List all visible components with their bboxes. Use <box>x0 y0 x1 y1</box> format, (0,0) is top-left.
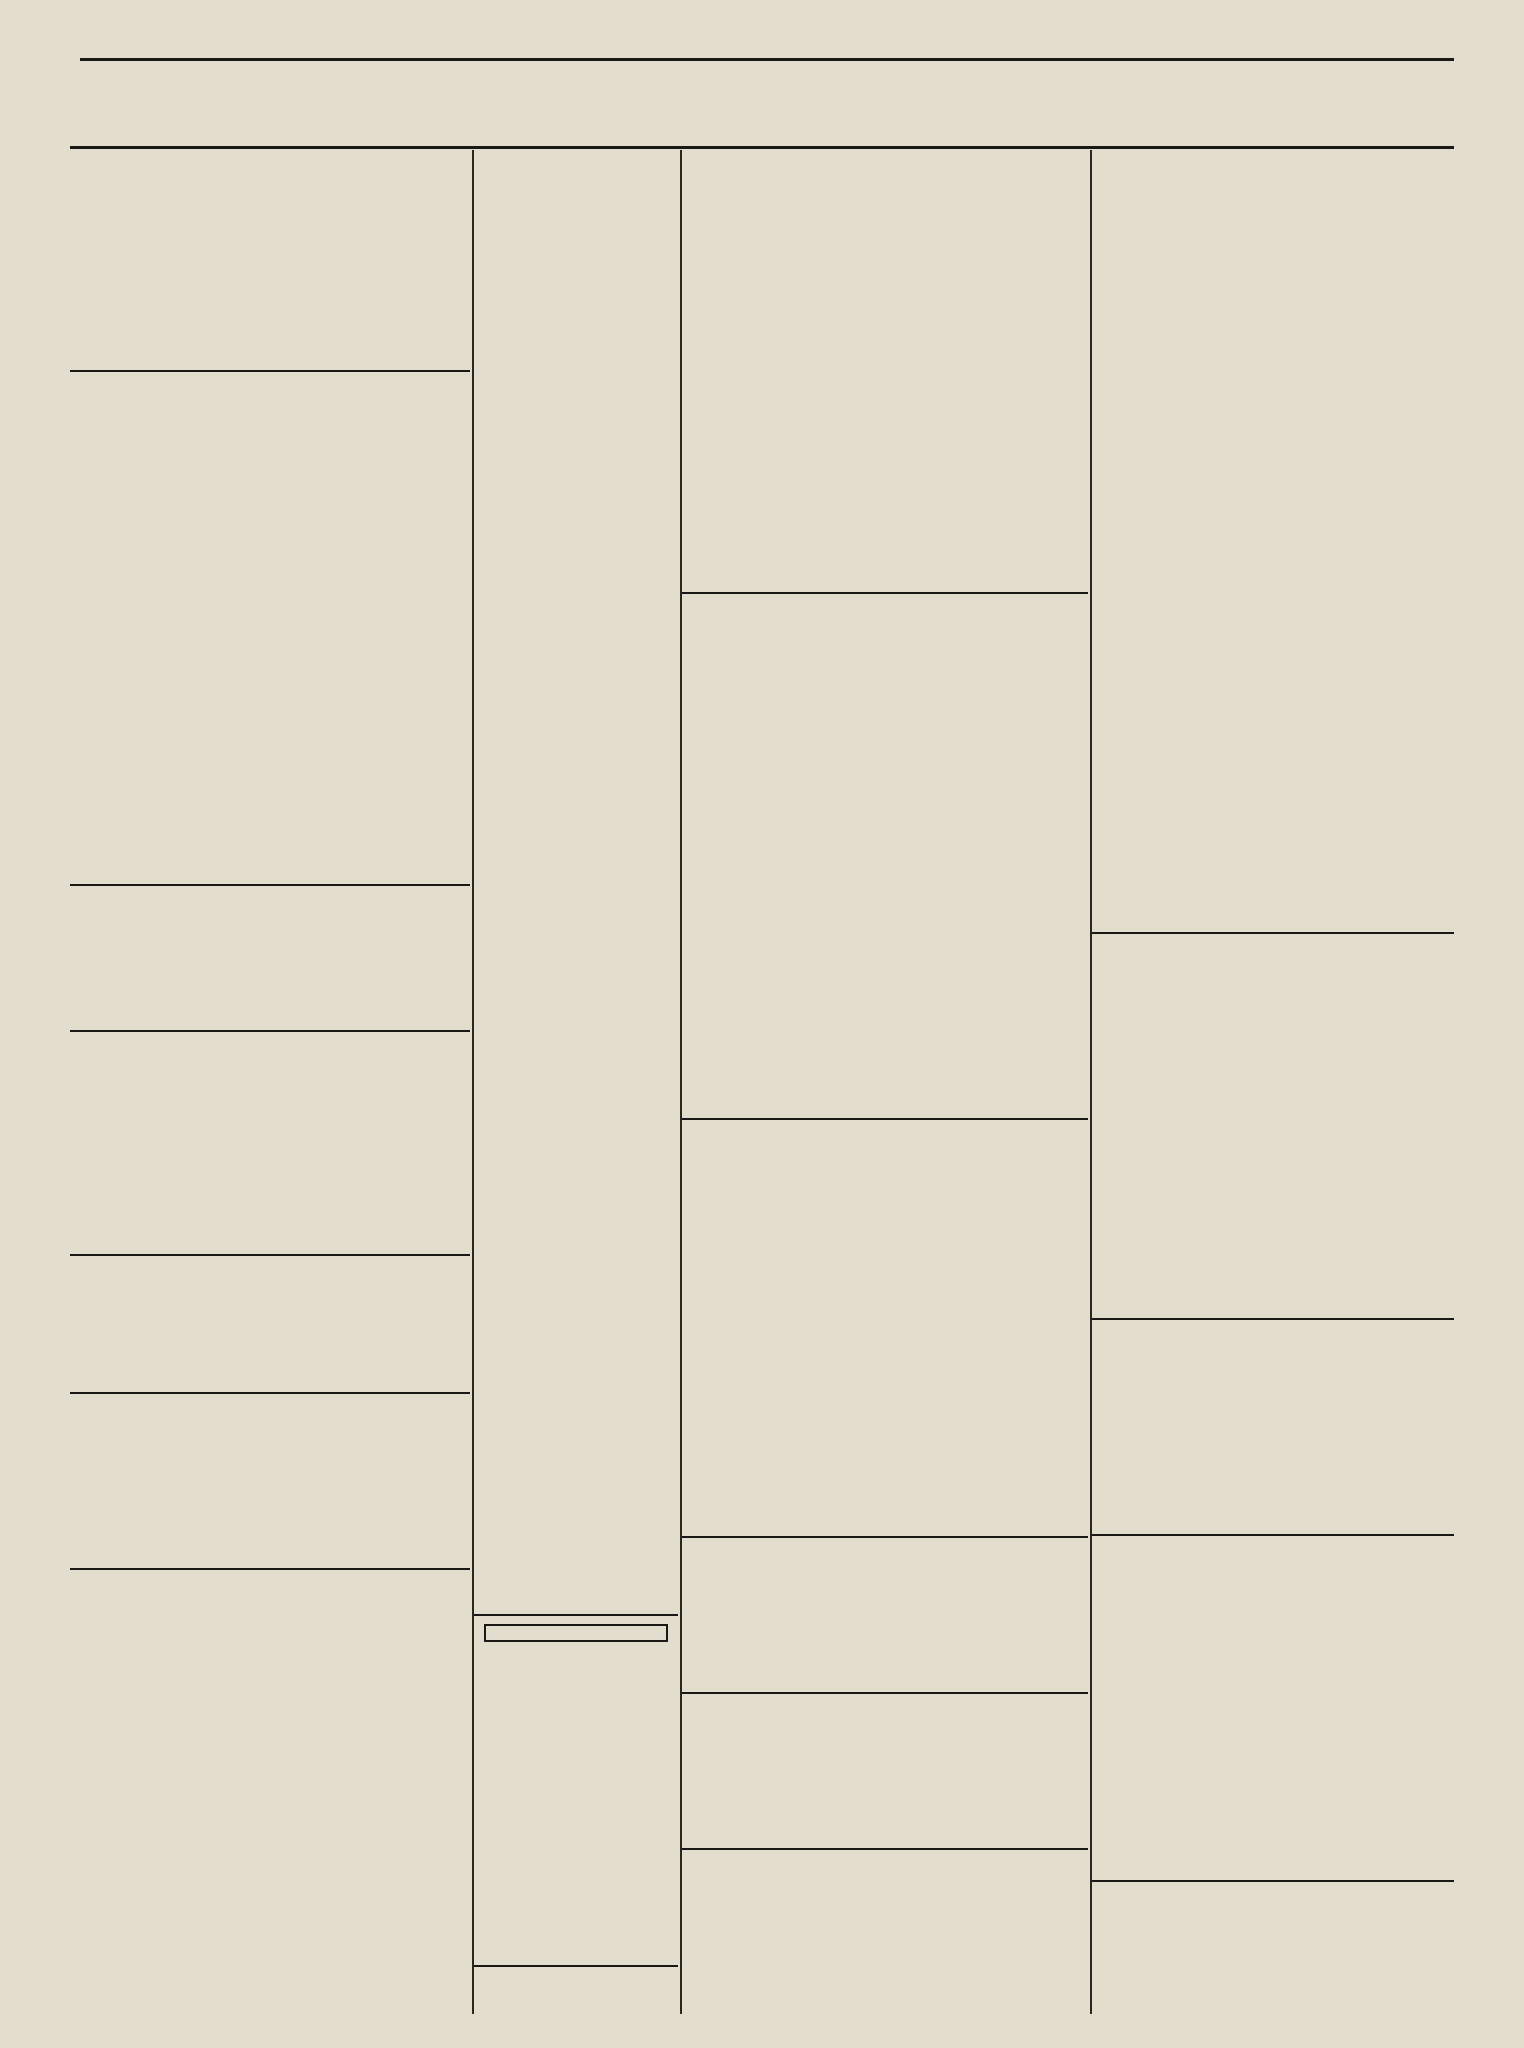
section-rule <box>682 592 1088 594</box>
section-rule <box>1092 1534 1454 1536</box>
manshur-notice <box>682 1540 1088 1690</box>
section-rule <box>70 1030 470 1032</box>
yazd-notice <box>682 1122 1088 1534</box>
section-rule <box>70 370 470 372</box>
column-1 <box>1092 150 1454 2014</box>
khosroshahi-message <box>70 1034 470 1252</box>
section-rule <box>1092 1880 1454 1882</box>
column-2 <box>682 150 1088 2014</box>
headline-rule <box>70 146 1454 149</box>
tehran-society-candidates <box>474 150 678 1610</box>
masthead-bar <box>80 28 1454 61</box>
section-rule <box>474 1614 678 1616</box>
column-4 <box>70 150 470 2014</box>
section-rule <box>682 1692 1088 1694</box>
liberals-association-ad <box>682 596 1088 1116</box>
section-rule <box>1092 932 1454 934</box>
government-employees-ad <box>1092 1884 1454 2014</box>
section-rule <box>1092 1318 1454 1320</box>
section-rule <box>70 1568 470 1570</box>
coal-miners-union <box>1092 936 1454 1316</box>
section-rule <box>70 884 470 886</box>
liberals-appeal <box>70 1572 470 2014</box>
culture-society-statement <box>70 150 470 368</box>
column-3 <box>474 150 678 2014</box>
section-rule <box>474 1965 678 1967</box>
main-headline <box>120 78 1404 142</box>
abazar-club-notice <box>474 1618 678 1963</box>
mahdavi-ad <box>682 1696 1088 1846</box>
section-rule <box>682 1536 1088 1538</box>
matbuei-ad <box>1092 1322 1454 1532</box>
fars-patriots-ad <box>70 374 470 882</box>
section-rule <box>682 1848 1088 1850</box>
section-rule <box>682 1118 1088 1120</box>
correction-notice <box>474 1969 678 2014</box>
farmers-ad <box>682 1852 1088 2014</box>
section-rule <box>70 1254 470 1256</box>
attar-company-candidates <box>682 150 1088 590</box>
ittehad-announcement <box>1092 150 1454 930</box>
royal-decree-notice <box>70 1258 470 1390</box>
compatriots-ad <box>70 1396 470 1566</box>
section-rule <box>70 1392 470 1394</box>
work-group-ad <box>1092 1538 1454 1878</box>
attention-notice <box>70 888 470 1028</box>
